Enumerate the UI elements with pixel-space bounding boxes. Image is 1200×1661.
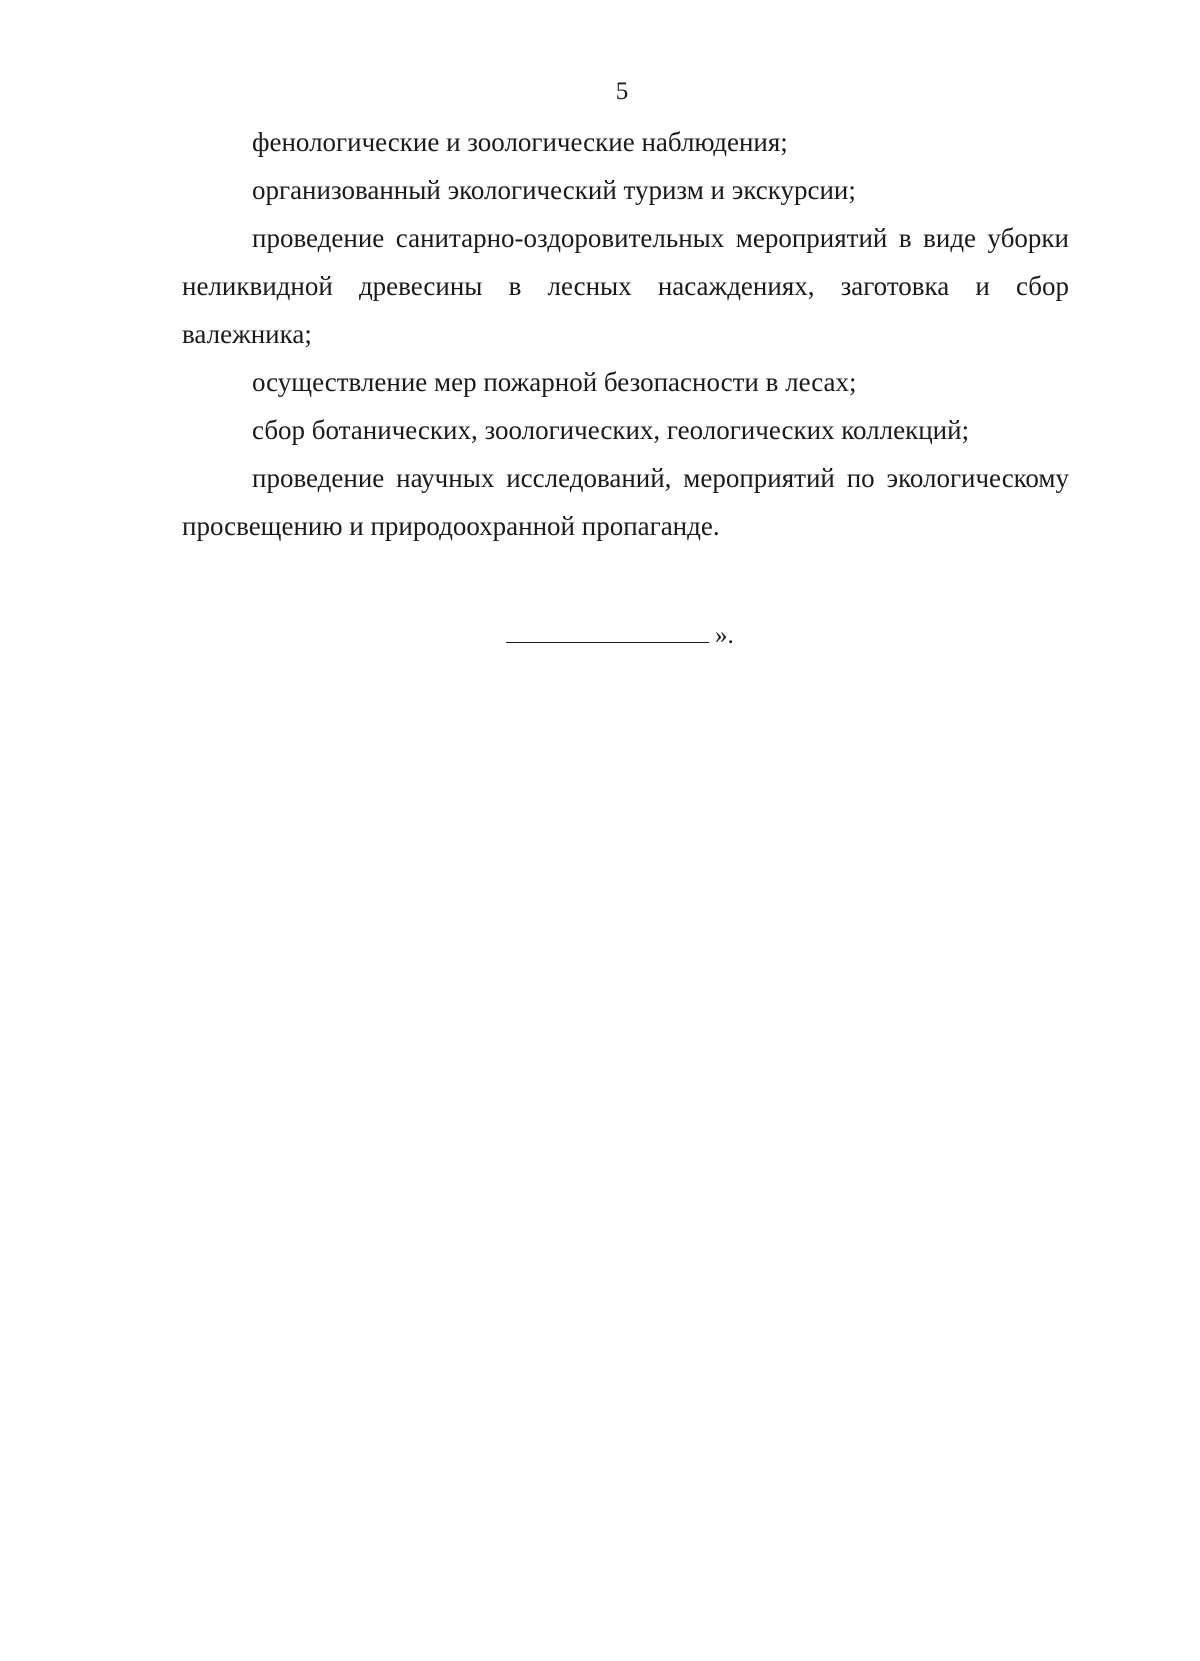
page-number: 5 — [615, 78, 629, 105]
paragraph-phenological-observations: фенологические и зоологические наблюдения; — [252, 127, 788, 157]
closing-quote-mark: ». — [715, 622, 734, 649]
body-text — [182, 118, 1069, 550]
paragraph-eco-tourism: организованный экологический туризм и экскурсии; — [252, 175, 856, 205]
closing-signature-line — [506, 618, 734, 652]
paragraph-fire-safety: осуществление мер пожарной безопасности в лесах; — [252, 367, 857, 397]
paragraph-research-education: проведение научных исследований, мероприятий по экологическому просвещению и природоохранной пропаганде. — [182, 463, 1069, 541]
closing-underline — [506, 618, 709, 643]
paragraph-sanitary-measures: проведение санитарно-оздоровительных мероприятий в виде уборки неликвидной древесины в лесных насаждениях, заготовка и сбор валежника; — [182, 223, 1069, 349]
paragraph-collections: сбор ботанических, зоологических, геологических коллекций; — [252, 415, 970, 445]
